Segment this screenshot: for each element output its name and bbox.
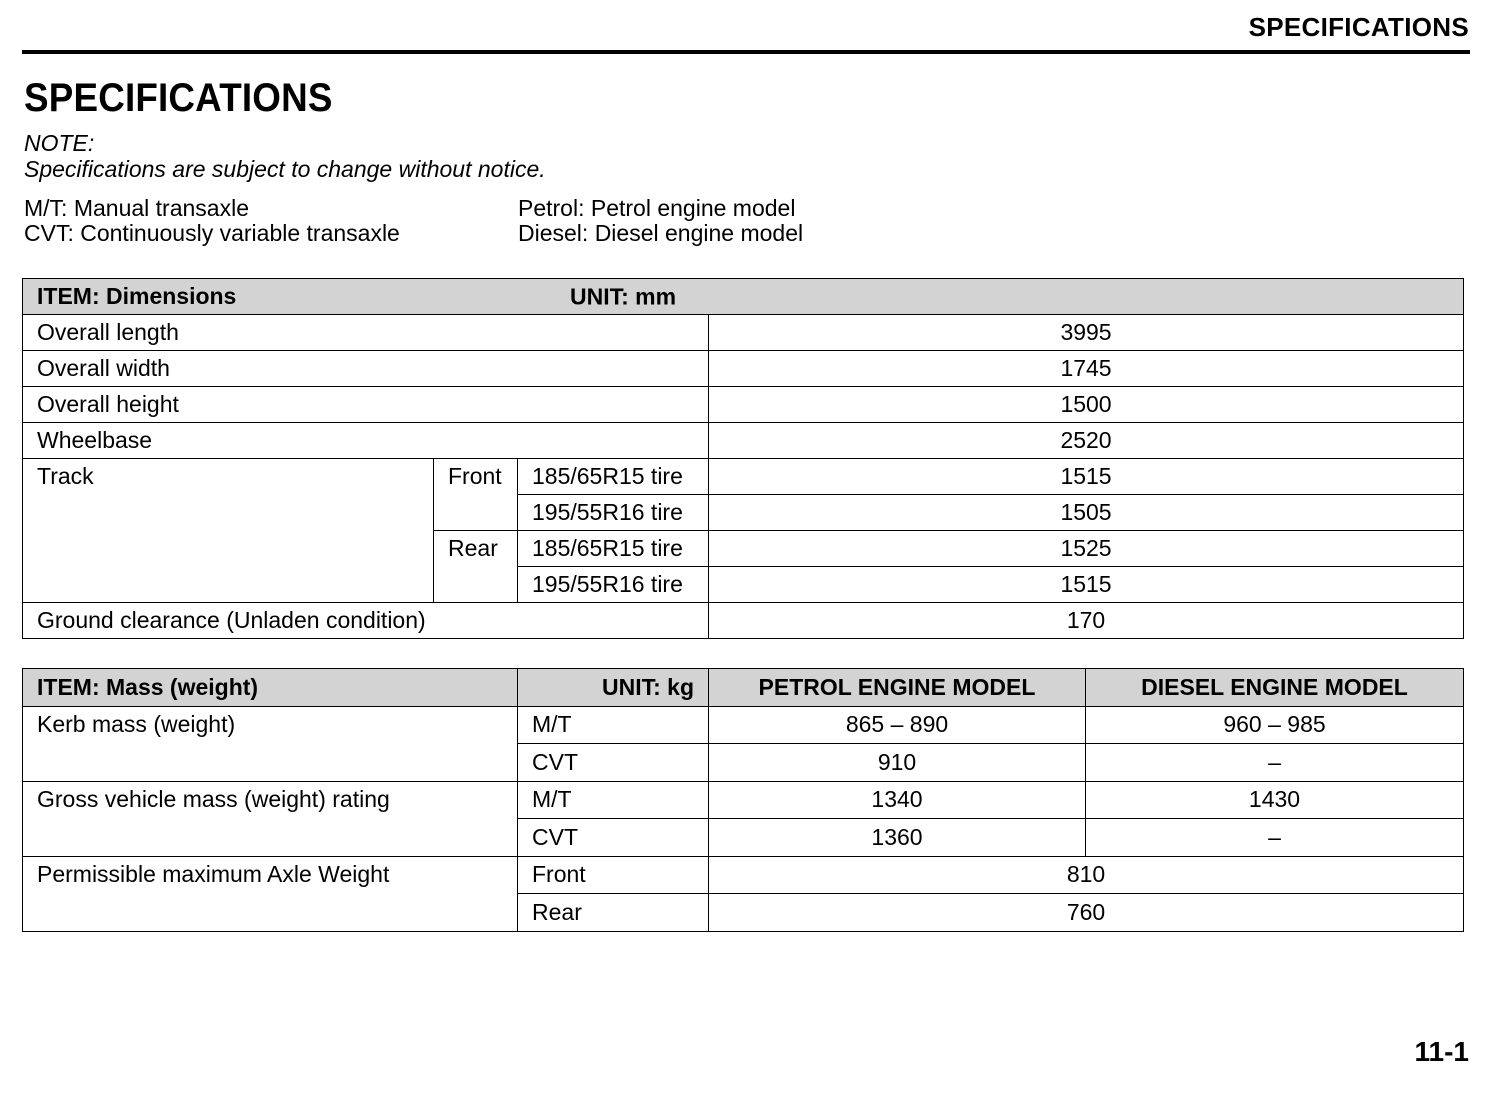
axle-position: Rear (518, 894, 709, 932)
mass-table (22, 668, 1464, 932)
transaxle-type: M/T (518, 706, 709, 744)
row-value: 170 (709, 603, 1464, 639)
kerb-mass-label: Kerb mass (weight) (23, 706, 518, 781)
tire-size: 185/65R15 tire (518, 459, 709, 495)
note-label: NOTE: (24, 130, 95, 156)
table-row (23, 781, 1464, 819)
mass-item-label: ITEM: Mass (weight) (23, 669, 518, 707)
tire-size: 195/55R16 tire (518, 495, 709, 531)
table-row (23, 423, 1464, 459)
page-number: 11-1 (1414, 1036, 1469, 1067)
axle-weight-label: Permissible maximum Axle Weight (23, 856, 518, 931)
petrol-value: 910 (709, 744, 1086, 782)
abbreviations-right (518, 196, 803, 246)
dimensions-header-cell (23, 279, 1464, 315)
axle-value: 810 (709, 856, 1464, 894)
mass-unit-label: UNIT: kg (518, 669, 709, 707)
dimensions-header-row (23, 279, 1464, 315)
diesel-value: 960 – 985 (1086, 706, 1464, 744)
abbr-mt: M/T: Manual transaxle (24, 195, 249, 221)
row-label: Ground clearance (Unladen condition) (23, 603, 709, 639)
tire-size: 195/55R16 tire (518, 567, 709, 603)
table-row (23, 459, 1464, 495)
petrol-value: 1340 (709, 781, 1086, 819)
mass-header-row (23, 669, 1464, 707)
row-value: 1515 (709, 567, 1464, 603)
abbreviations-left (24, 196, 400, 246)
dimensions-item-label: ITEM: Dimensions (37, 283, 237, 309)
running-header: SPECIFICATIONS (1248, 12, 1469, 42)
petrol-value: 1360 (709, 819, 1086, 857)
col-petrol-header: PETROL ENGINE MODEL (709, 669, 1086, 707)
petrol-value: 865 – 890 (709, 706, 1086, 744)
axle-position: Front (518, 856, 709, 894)
row-value: 1505 (709, 495, 1464, 531)
diesel-value: – (1086, 744, 1464, 782)
transaxle-type: M/T (518, 781, 709, 819)
note-text: Specifications are subject to change without notice. (24, 156, 546, 182)
axle-value: 760 (709, 894, 1464, 932)
row-label: Overall length (23, 315, 709, 351)
dimensions-table (22, 278, 1464, 639)
table-row (23, 315, 1464, 351)
table-row (23, 706, 1464, 744)
table-row (23, 387, 1464, 423)
table-row (23, 351, 1464, 387)
diesel-value: 1430 (1086, 781, 1464, 819)
row-value: 1500 (709, 387, 1464, 423)
table-row (23, 603, 1464, 639)
abbr-diesel: Diesel: Diesel engine model (518, 220, 804, 246)
track-label: Track (23, 459, 434, 603)
row-value: 2520 (709, 423, 1464, 459)
abbr-cvt: CVT: Continuously variable transaxle (24, 220, 400, 246)
dimensions-unit-label: UNIT: mm (570, 283, 677, 309)
col-diesel-header: DIESEL ENGINE MODEL (1086, 669, 1464, 707)
row-value: 1515 (709, 459, 1464, 495)
abbr-petrol: Petrol: Petrol engine model (518, 195, 796, 221)
gross-mass-label: Gross vehicle mass (weight) rating (23, 781, 518, 856)
track-front-label: Front (434, 459, 518, 531)
row-value: 1525 (709, 531, 1464, 567)
transaxle-type: CVT (518, 819, 709, 857)
track-rear-label: Rear (434, 531, 518, 603)
row-value: 3995 (709, 315, 1464, 351)
page-title: SPECIFICATIONS (24, 76, 333, 120)
transaxle-type: CVT (518, 744, 709, 782)
table-row (23, 856, 1464, 894)
diesel-value: – (1086, 819, 1464, 857)
row-label: Overall height (23, 387, 709, 423)
row-label: Wheelbase (23, 423, 709, 459)
note-block (24, 130, 546, 182)
header-rule (22, 50, 1470, 54)
row-label: Overall width (23, 351, 709, 387)
tire-size: 185/65R15 tire (518, 531, 709, 567)
row-value: 1745 (709, 351, 1464, 387)
